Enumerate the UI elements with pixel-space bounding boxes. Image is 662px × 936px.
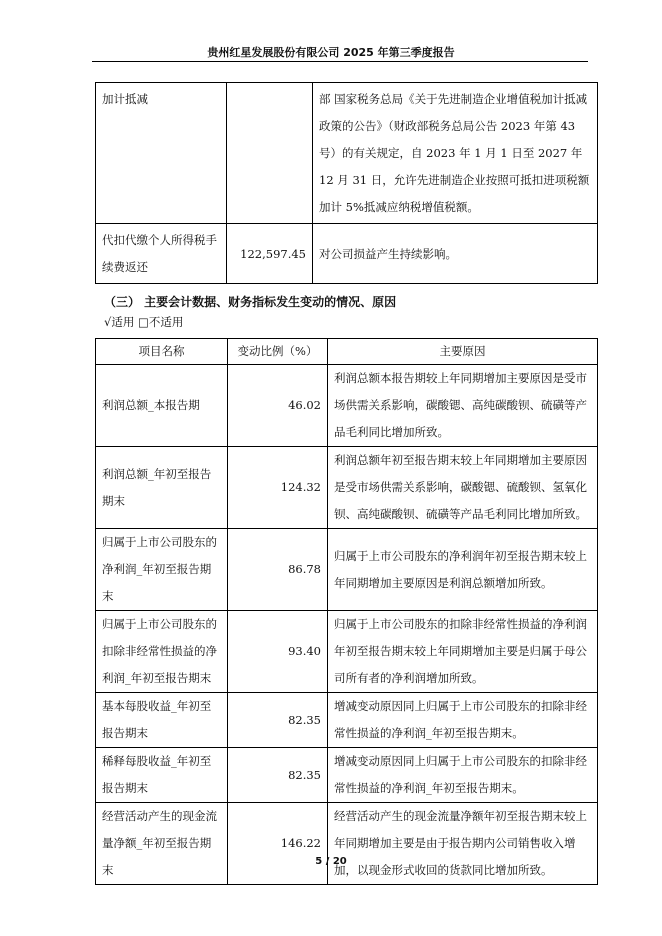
section-title: （三） 主要会计数据、财务指标发生变动的情况、原因 <box>104 295 397 309</box>
column-header: 变动比例（%） <box>228 339 328 365</box>
reason: 增减变动原因同上归属于上市公司股东的扣除非经常性损益的净利润_年初至报告期末。 <box>328 693 598 748</box>
item-name: 归属于上市公司股东的净利润_年初至报告期末 <box>96 529 228 611</box>
applicability-checkbox: √适用 □不适用 <box>104 315 184 329</box>
table-row <box>96 83 598 224</box>
change-ratio: 124.32 <box>228 447 328 529</box>
table-row <box>96 611 598 693</box>
table-header-row <box>96 339 598 365</box>
column-header: 主要原因 <box>328 339 598 365</box>
item-name: 归属于上市公司股东的扣除非经常性损益的净利润_年初至报告期末 <box>96 611 228 693</box>
change-ratio: 82.35 <box>228 693 328 748</box>
item-name: 基本每股收益_年初至报告期末 <box>96 693 228 748</box>
table-row <box>96 365 598 447</box>
amount: 122,597.45 <box>227 224 313 284</box>
reason: 利润总额本报告期较上年同期增加主要原因是受市场供需关系影响，碳酸锶、高纯碳酸钡、硫磺等产品毛利同比增加所致。 <box>328 365 598 447</box>
table-row <box>96 693 598 748</box>
header-divider <box>92 61 588 62</box>
change-ratio: 93.40 <box>228 611 328 693</box>
item-name: 利润总额_本报告期 <box>96 365 228 447</box>
column-header: 项目名称 <box>96 339 228 365</box>
table-row <box>96 803 598 885</box>
item-name: 稀释每股收益_年初至报告期末 <box>96 748 228 803</box>
item-name: 经营活动产生的现金流量净额_年初至报告期末 <box>96 803 228 885</box>
page-header: 贵州红星发展股份有限公司 2025 年第三季度报告 <box>207 46 455 59</box>
table-row <box>96 224 598 284</box>
reason: 归属于上市公司股东的扣除非经常性损益的净利润年初至报告期末较上年同期增加主要是归属于母公司所有者的净利润增加所致。 <box>328 611 598 693</box>
description: 对公司损益产生持续影响。 <box>313 224 598 284</box>
reason: 归属于上市公司股东的净利润年初至报告期末较上年同期增加主要原因是利润总额增加所致。 <box>328 529 598 611</box>
amount <box>227 83 313 224</box>
non-recurring-items-table <box>95 82 598 284</box>
table-row <box>96 748 598 803</box>
reason: 利润总额年初至报告期末较上年同期增加主要原因是受市场供需关系影响，碳酸锶、硫酸钡、氢氧化钡、高纯碳酸钡、硫磺等产品毛利同比增加所致。 <box>328 447 598 529</box>
change-ratio: 82.35 <box>228 748 328 803</box>
page-number: 5 / 20 <box>315 856 347 867</box>
change-ratio: 86.78 <box>228 529 328 611</box>
reason: 增减变动原因同上归属于上市公司股东的扣除非经常性损益的净利润_年初至报告期末。 <box>328 748 598 803</box>
reason: 经营活动产生的现金流量净额年初至报告期末较上年同期增加主要是由于报告期内公司销售收入增加，以现金形式收回的货款同比增加所致。 <box>328 803 598 885</box>
change-ratio: 146.22 <box>228 803 328 885</box>
item-name: 利润总额_年初至报告期末 <box>96 447 228 529</box>
item-name: 加计抵减 <box>96 83 227 224</box>
change-ratio: 46.02 <box>228 365 328 447</box>
description: 部 国家税务总局《关于先进制造企业增值税加计抵减政策的公告》（财政部税务总局公告 2023 年第 43 号）的有关规定，自 2023 年 1 月 1 日至 2027 年 12 月 31 日，允许先进制造企业按照可抵扣进项税额加计 5%抵减应纳税增值税额。 <box>313 83 598 224</box>
changes-table <box>95 338 598 885</box>
table-row <box>96 529 598 611</box>
item-name: 代扣代缴个人所得税手续费返还 <box>96 224 227 284</box>
table-row <box>96 447 598 529</box>
